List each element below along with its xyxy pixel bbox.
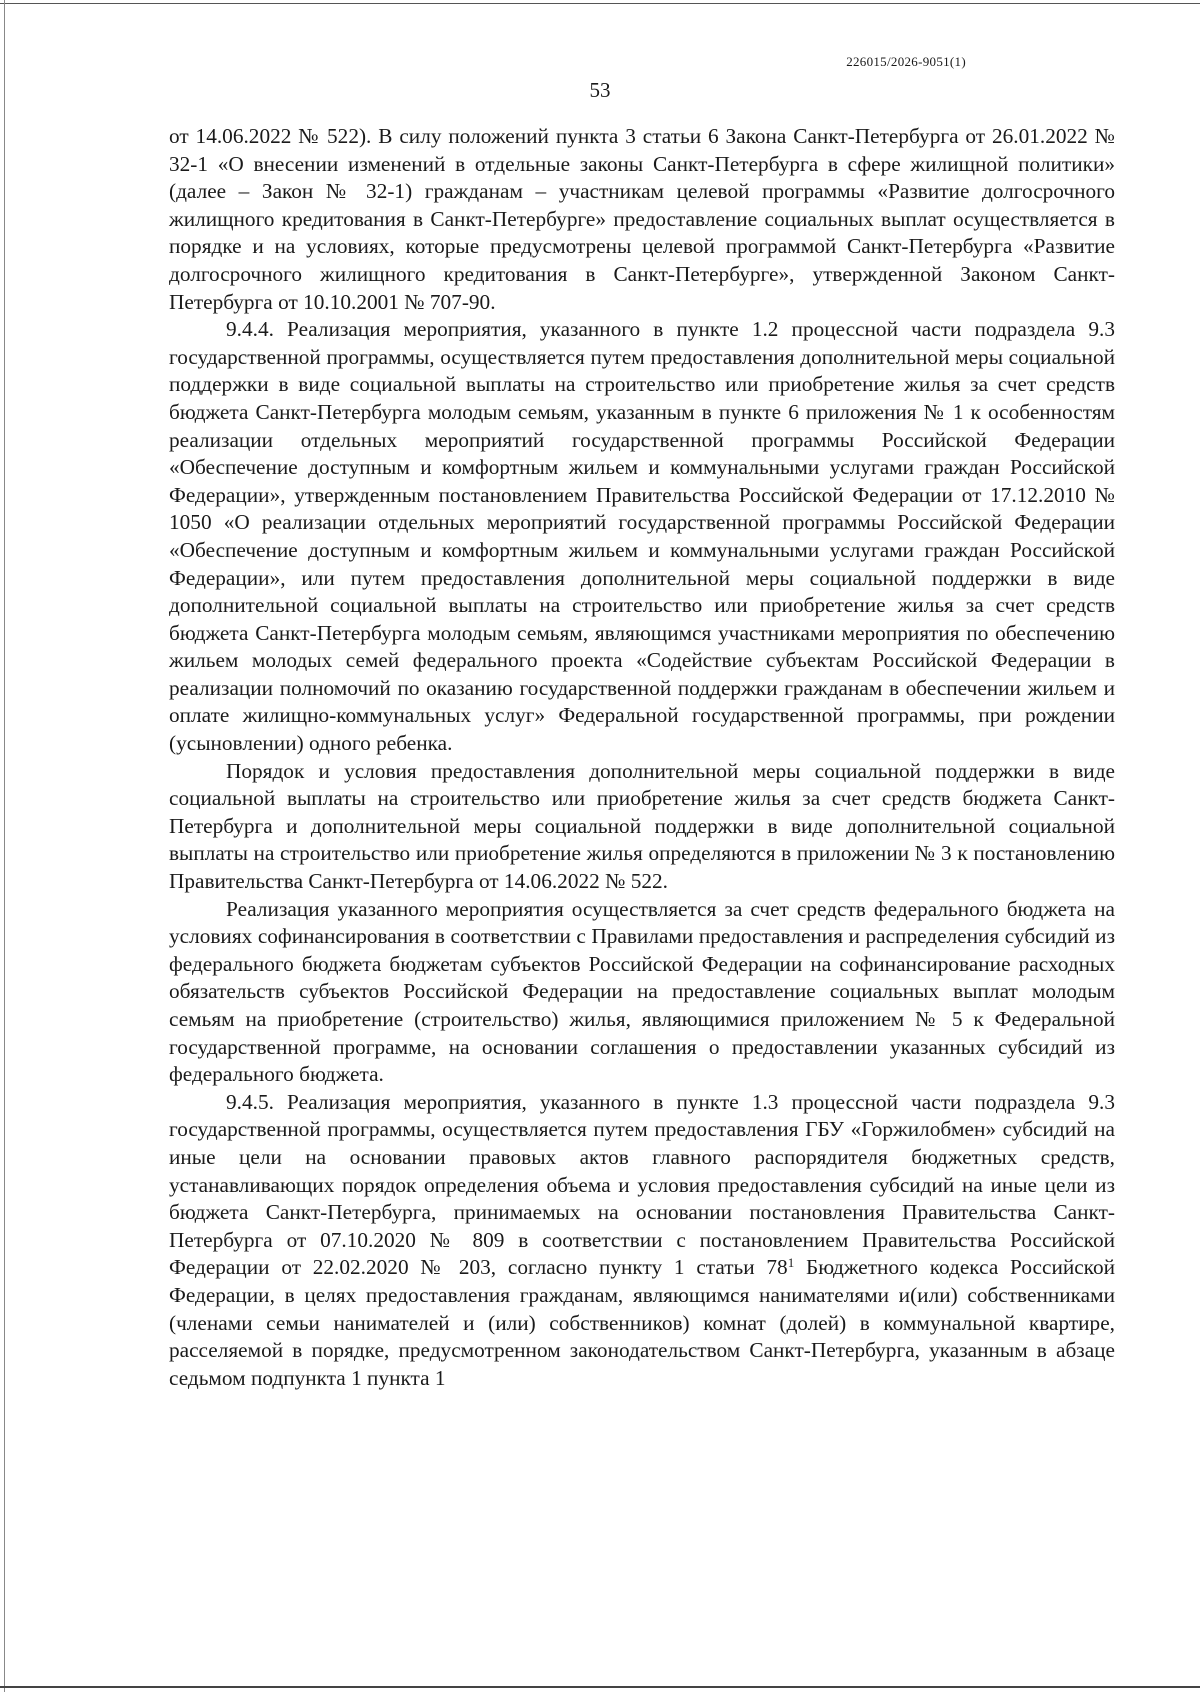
page-number: 53 (589, 78, 611, 102)
paragraph-continuation: от 14.06.2022 № 522). В силу положений пункта 3 статьи 6 Закона Санкт-Петербурга от 26.01.2022 № 32-1 «О внесении изменений в отдельные законы Санкт-Петербурга в сфере жилищной политики» (далее – Закон № 32-1) гражданам – участникам целевой программы «Развитие долгосрочного жилищного кредитования в Санкт-Петербурге» предоставление социальных выплат осуществляется в порядке и на условиях, которые предусмотрены целевой программой Санкт-Петербурга «Развитие долгосрочного жилищного кредитования в Санкт-Петербурге», утвержденной Законом Санкт-Петербурга от 10.10.2001 № 707-90. (169, 124, 1115, 314)
paragraph-9-4-5 (169, 1089, 1115, 1393)
paragraph-9-4-5-text-end: Бюджетного кодекса Российской Федерации, в целях предоставления гражданам, являющимся нанимателями и(или) собственниками (членами семьи нанимателей и (или) собственников) комнат (долей) в коммунальной квартире, расселяемой в порядке, предусмотренном законодательством Санкт-Петербурга, указанным в абзаце седьмом подпункта 1 пункта 1 (169, 1255, 1115, 1390)
document-body (169, 123, 1115, 1392)
paragraph-9-4-5-text-start: 9.4.5. Реализация мероприятия, указанного в пункте 1.3 процессной части подраздела 9.3 государственной программы, осуществляется путем предоставления ГБУ «Горжилобмен» субсидий на иные цели на основании правовых актов главного распорядителя бюджетных средств, устанавливающих порядок определения объема и условия предоставления субсидий на иные цели из бюджета Санкт-Петербурга, принимаемых на основании постановления Правительства Санкт-Петербурга от 07.10.2020 № 809 в соответствии с постановлением Правительства Российской Федерации от 22.02.2020 № 203, согласно пункту 1 статьи 78 (169, 1089, 1115, 1280)
paragraph-procedure: Порядок и условия предоставления дополнительной меры социальной поддержки в виде социальной выплаты на строительство или приобретение жилья за счет средств бюджета Санкт-Петербурга и дополнительной меры социальной поддержки в виде дополнительной социальной выплаты на строительство или приобретение жилья определяются в приложении № 3 к постановлению Правительства Санкт-Петербурга от 14.06.2022 № 522. (169, 758, 1115, 894)
paragraph-9-4-4: 9.4.4. Реализация мероприятия, указанного в пункте 1.2 процессной части подраздела 9.3 государственной программы, осуществляется путем предоставления дополнительной меры социальной поддержки в виде социальной выплаты на строительство или приобретение жилья за счет средств бюджета Санкт-Петербурга молодым семьям, указанным в пункте 6 приложения № 1 к особенностям реализации отдельных мероприятий государственной программы Российской Федерации «Обеспечение доступным и комфортным жильем и коммунальными услугами граждан Российской Федерации», утвержденным постановлением Правительства Российской Федерации от 17.12.2010 № 1050 «О реализации отдельных мероприятий государственной программы Российской Федерации «Обеспечение доступным и комфортным жильем и коммунальными услугами граждан Российской Федерации», или путем предоставления дополнительной меры социальной поддержки в виде дополнительной социальной выплаты на строительство или приобретение жилья за счет средств бюджета Санкт-Петербурга молодым семьям, являющимся участниками мероприятия по обеспечению жильем молодых семей федерального проекта «Содействие субъектам Российской Федерации в реализации полномочий по оказанию государственной поддержки гражданам в обеспечении жильем и оплате жилищно-коммунальных услуг» Федеральной государственной программы, при рождении (усыновлении) одного ребенка. (169, 317, 1115, 756)
document-id: 226015/2026-9051(1) (846, 54, 966, 69)
paragraph-implementation: Реализация указанного мероприятия осуществляется за счет средств федерального бюджета на условиях софинансирования в соответствии с Правилами предоставления и распределения субсидий из федерального бюджета бюджетам субъектов Российской Федерации на софинансирование расходных обязательств субъектов Российской Федерации на предоставление социальных выплат молодым семьям на приобретение (строительство) жилья, являющимися приложением № 5 к Федеральной государственной программе, на основании соглашения о предоставлении указанных субсидий из федерального бюджета. (169, 896, 1115, 1087)
scan-border-left (4, 0, 5, 1692)
scan-border-bottom (0, 1686, 1200, 1688)
superscript-footnote: 1 (787, 1255, 795, 1271)
scan-border-top (0, 3, 1200, 4)
